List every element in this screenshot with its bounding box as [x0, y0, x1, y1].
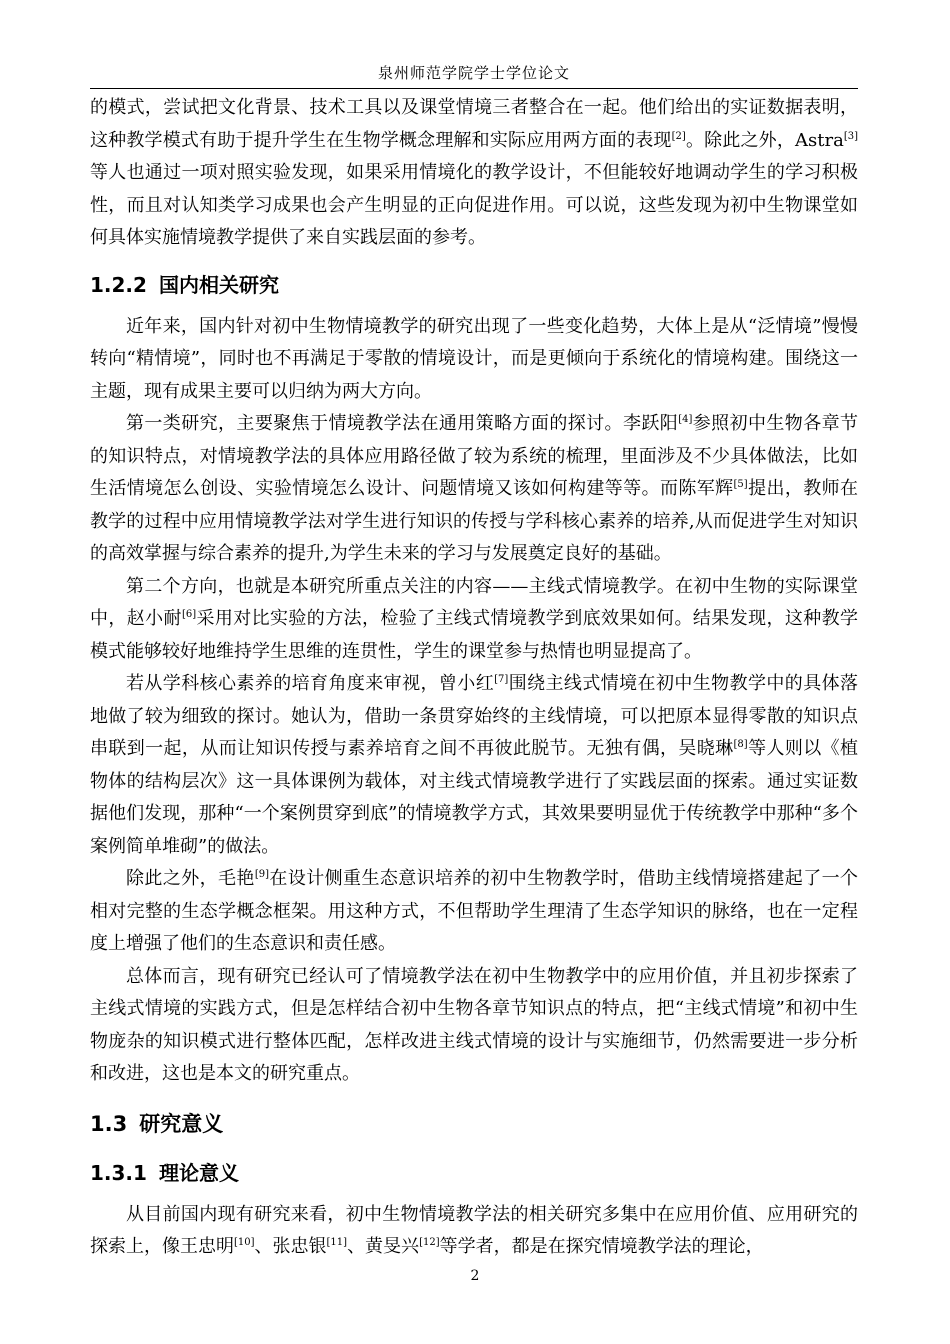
- citation-ref: [8]: [733, 739, 748, 750]
- section-number: 1.3.1: [90, 1160, 147, 1185]
- section-title: 理论意义: [158, 1160, 239, 1185]
- text-run: 、黄旻兴: [347, 1236, 420, 1257]
- section-title: 研究意义: [139, 1111, 224, 1136]
- paragraph: [90, 1199, 858, 1264]
- section-number: 1.2.2: [90, 272, 147, 297]
- text-run: 第二个方向，也就是本研究所重点关注的内容——主线式情境教学。在初中生物的实际课堂中，赵小耐: [90, 575, 858, 629]
- section-title: 国内相关研究: [158, 272, 279, 297]
- text-run: 除此之外，毛艳: [126, 868, 255, 889]
- section-heading-1-3: [90, 1109, 858, 1139]
- page-number: 2: [470, 1268, 480, 1284]
- section-heading-1-2-2: [90, 271, 858, 299]
- paragraph: [90, 863, 858, 961]
- header-rule: [90, 88, 858, 89]
- citation-ref: [6]: [181, 609, 197, 620]
- section-heading-1-3-1: [90, 1159, 858, 1187]
- citation-ref: [10]: [234, 1237, 255, 1248]
- text-run: 在设计侧重生态意识培养的初中生物教学时，借助主线情境搭建起了一个相对完整的生态学概念框架。用这种方式，不但帮助学生理清了生态学知识的脉络，也在一定程度上增强了他们的生态意识和责任感。: [90, 868, 858, 954]
- citation-ref: [2]: [671, 130, 686, 142]
- paragraph: [90, 668, 858, 863]
- text-run: 参照初中生物各章节的知识特点，对情境教学法的具体应用路径做了较为系统的梳理，里面涉及不少具体做法，比如生活情境怎么创设、实验情境怎么设计、问题情境又该如何构建等等。而陈军辉: [90, 413, 859, 499]
- text-run: 。除此之外，Astra: [685, 129, 844, 151]
- text-run: 、张忠银: [254, 1236, 327, 1257]
- citation-ref: [9]: [254, 869, 270, 880]
- text-run: 第一类研究，主要聚焦于情境教学法在通用策略方面的探讨。李跃阳: [126, 413, 679, 434]
- paragraph: [90, 571, 858, 669]
- text-run: 提出，教师在教学的过程中应用情境教学法对学生进行知识的传授与学科核心素养的培养,从而促进学生对知识的高效掌握与综合素养的提升,为学生未来的学习与发展奠定良好的基础。: [90, 478, 859, 564]
- text-run: 从目前国内现有研究来看，初中生物情境教学法的相关研究多集中在应用价值、应用研究的探索上，像王忠明: [90, 1203, 858, 1257]
- running-header: 泉州师范学院学士学位论文: [377, 64, 570, 82]
- citation-ref: [7]: [494, 674, 509, 685]
- text-run: 等人则以《植物体的结构层次》这一具体课例为载体，对主线式情境教学进行了实践层面的探索。通过实证数据他们发现，那种“一个案例贯穿到底”的情境教学方式，其效果要明显优于传统教学中那种“多个案例简单堆砌”的做法。: [90, 738, 859, 857]
- page-body: [90, 90, 858, 1264]
- text-run: 的模式，尝试把文化背景、技术工具以及课堂情境三者整合在一起。他们给出的实证数据表明，这种教学模式有助于提升学生在生物学概念理解和实际应用两方面的表现: [90, 97, 858, 151]
- section-number: 1.3: [90, 1111, 128, 1136]
- paragraph-continued: [90, 92, 858, 255]
- text-run: 若从学科核心素养的培育角度来审视，曾小红: [126, 673, 495, 694]
- text-run: 等学者，都是在探究情境教学法的理论，: [439, 1236, 764, 1257]
- text-run: 围绕主线式情境在初中生物教学中的具体落地做了较为细致的探讨。她认为，借助一条贯穿始终的主线情境，可以把原本显得零散的知识点串联到一起，从而让知识传授与素养培育之间不再彼此脱节。无独有偶，吴晓琳: [90, 673, 859, 759]
- citation-ref: [12]: [419, 1237, 440, 1248]
- citation-ref: [5]: [733, 479, 748, 490]
- paragraph: 总体而言，现有研究已经认可了情境教学法在初中生物教学中的应用价值，并且初步探索了主线式情境的实践方式，但是怎样结合初中生物各章节知识点的特点，把“主线式情境”和初中生物庞杂的知识模式进行整体匹配，怎样改进主线式情境的设计与实施细节，仍然需要进一步分析和改进，这也是本文的研究重点。: [90, 965, 858, 1084]
- paragraph: [90, 408, 858, 571]
- citation-ref: [3]: [843, 130, 859, 142]
- citation-ref: [4]: [678, 414, 693, 425]
- text-run: 等人也通过一项对照实验发现，如果采用情境化的教学设计，不但能较好地调动学生的学习积极性，而且对认知类学习成果也会产生明显的正向促进作用。可以说，这些发现为初中生物课堂如何具体实施情境教学提供了来自实践层面的参考。: [90, 162, 858, 248]
- citation-ref: [11]: [326, 1237, 348, 1248]
- paragraph: 近年来，国内针对初中生物情境教学的研究出现了一些变化趋势，大体上是从“泛情境”慢慢转向“精情境”，同时也不再满足于零散的情境设计，而是更倾向于系统化的情境构建。围绕这一主题，现有成果主要可以归纳为两大方向。: [90, 315, 858, 402]
- text-run: 采用对比实验的方法，检验了主线式情境教学到底效果如何。结果发现，这种教学模式能够较好地维持学生思维的连贯性，学生的课堂参与热情也明显提高了。: [90, 608, 859, 662]
